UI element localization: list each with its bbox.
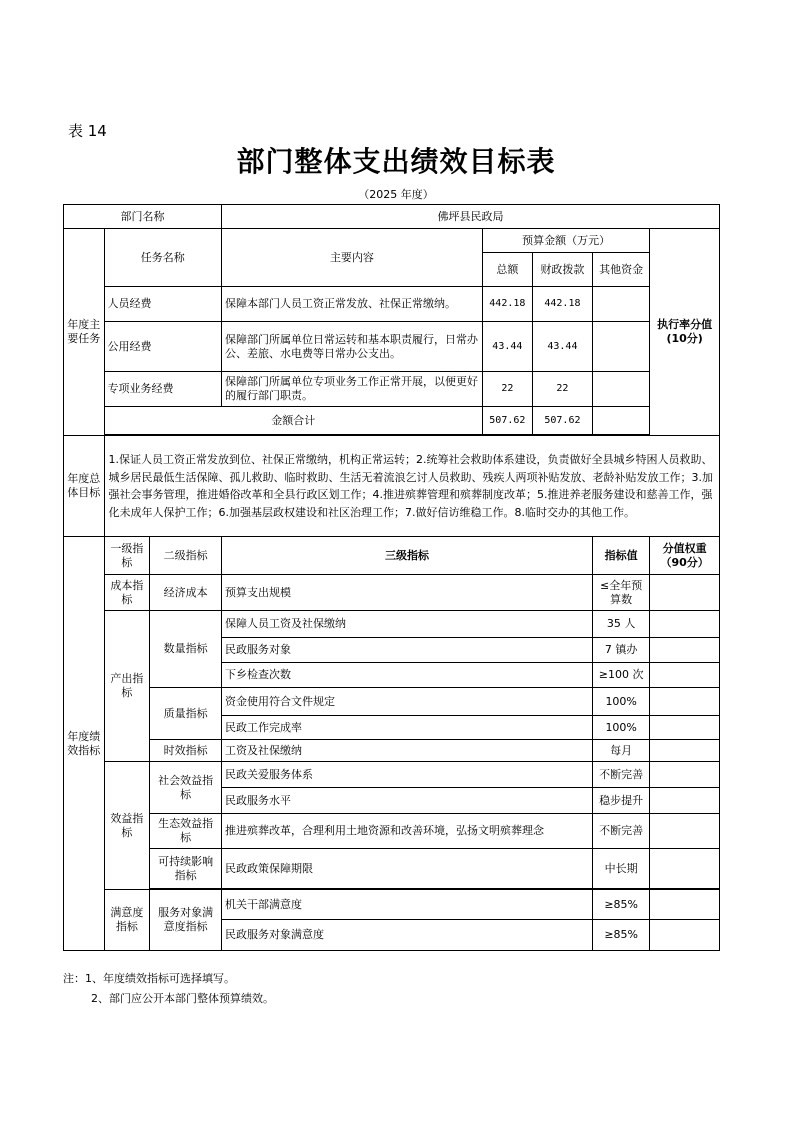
task-fiscal: 442.18 — [532, 287, 592, 322]
goals-label: 年度总体目标 — [64, 436, 105, 537]
sum-total: 507.62 — [482, 407, 532, 435]
task-other — [593, 322, 650, 372]
note-line: 注：1、年度绩效指标可选择填写。 — [63, 972, 235, 985]
eco-l3: 推进殡葬改革，合理利用土地资源和改善环境，弘扬文明殡葬理念 — [221, 814, 592, 849]
quality-value: 100% — [593, 688, 650, 716]
satisfaction-l1: 满意度指标 — [104, 890, 150, 951]
quantity-l3: 下乡检查次数 — [221, 663, 592, 688]
weight-cell — [650, 611, 720, 638]
weight-cell — [650, 688, 720, 716]
weight-cell — [650, 663, 720, 688]
eco-l2: 生态效益指标 — [150, 814, 222, 849]
col-level1: 一级指标 — [104, 537, 150, 575]
cost-l3: 预算支出规模 — [221, 575, 592, 611]
indicators-label: 年度绩效指标 — [64, 537, 105, 951]
task-content: 保障本部门人员工资正常发放、社保正常缴纳。 — [221, 287, 482, 322]
col-task-name: 任务名称 — [104, 229, 221, 287]
col-other: 其他资金 — [593, 253, 650, 287]
sum-other — [593, 407, 650, 435]
dept-name: 佛坪县民政局 — [221, 205, 719, 229]
sustain-value: 中长期 — [593, 849, 650, 889]
satisfaction-l2: 服务对象满意度指标 — [150, 890, 222, 951]
col-indicator-value: 指标值 — [593, 537, 650, 575]
table-number: 表 14 — [68, 122, 107, 140]
sustain-l2: 可持续影响指标 — [150, 849, 222, 889]
quantity-l2: 数量指标 — [150, 611, 222, 688]
weight-cell — [650, 740, 720, 762]
col-total: 总额 — [482, 253, 532, 287]
note-line: 2、部门应公开本部门整体预算绩效。 — [91, 992, 274, 1005]
satisfaction-value: ≥85% — [593, 920, 650, 951]
task-total: 442.18 — [482, 287, 532, 322]
social-value: 稳步提升 — [593, 788, 650, 814]
quantity-value: 35 人 — [593, 611, 650, 638]
social-l2: 社会效益指标 — [150, 762, 222, 814]
task-fiscal: 22 — [532, 372, 592, 407]
satisfaction-l3: 机关干部满意度 — [221, 890, 592, 920]
weight-cell — [650, 920, 720, 951]
task-total: 22 — [482, 372, 532, 407]
task-content: 保障部门所属单位日常运转和基本职责履行，日常办公、差旅、水电费等日常办公支出。 — [221, 322, 482, 372]
col-weight: 分值权重（90分） — [650, 537, 720, 575]
quality-l2: 质量指标 — [150, 688, 222, 740]
execution-score-label: 执行率分值(10分) — [650, 229, 720, 436]
quantity-value: 7 镇办 — [593, 638, 650, 663]
cost-l2: 经济成本 — [150, 575, 222, 611]
quality-value: 100% — [593, 716, 650, 740]
benefit-l1: 效益指标 — [104, 762, 150, 890]
task-other — [593, 287, 650, 322]
task-fiscal: 43.44 — [532, 322, 592, 372]
cost-l1: 成本指标 — [104, 575, 150, 611]
dept-label: 部门名称 — [64, 205, 222, 229]
social-l3: 民政服务水平 — [221, 788, 592, 814]
satisfaction-value: ≥85% — [593, 890, 650, 920]
social-l3: 民政关爱服务体系 — [221, 762, 592, 788]
task-row — [64, 372, 720, 407]
cost-value: ≤全年预算数 — [593, 575, 650, 611]
satisfaction-l3: 民政服务对象满意度 — [221, 920, 592, 951]
task-name: 公用经费 — [104, 322, 221, 372]
weight-cell — [650, 788, 720, 814]
task-other — [593, 372, 650, 407]
goals-text: 1.保证人员工资正常发放到位、社保正常缴纳，机构正常运转；2.统筹社会救助体系建设，负责做好全县城乡特困人员救助、城乡居民最低生活保障、孤儿救助、临时救助、生活无着流浪乞讨人员救助、残疾人两项补贴发放、老龄补贴发放工作；3.加强社会事务管理，推进婚俗改革和全县行政区划工作；4.推进殡葬管理和殡葬制度改革；5.推进养老服务建设和慈善工作，强化未成年人保护工作；6.加强基层政权建设和社区治理工作；7.做好信访维稳工作。8.临时交办的其他工作。 — [104, 436, 719, 537]
page-title: 部门整体支出绩效目标表 — [236, 145, 556, 178]
weight-cell — [650, 849, 720, 889]
task-row — [64, 322, 720, 372]
social-value: 不断完善 — [593, 762, 650, 788]
task-content: 保障部门所属单位专项业务工作正常开展，以便更好的履行部门职责。 — [221, 372, 482, 407]
quality-l3: 资金使用符合文件规定 — [221, 688, 592, 716]
timeliness-l2: 时效指标 — [150, 740, 222, 762]
col-level3: 三级指标 — [221, 537, 592, 575]
col-level2: 二级指标 — [150, 537, 222, 575]
col-main-content: 主要内容 — [221, 229, 482, 287]
task-row — [64, 287, 720, 322]
weight-cell — [650, 716, 720, 740]
weight-cell — [650, 890, 720, 920]
output-l1: 产出指标 — [104, 611, 150, 762]
quality-l3: 民政工作完成率 — [221, 716, 592, 740]
weight-cell — [650, 814, 720, 849]
sum-label: 金额合计 — [104, 407, 482, 435]
col-budget: 预算金额（万元） — [482, 229, 649, 253]
quantity-value: ≥100 次 — [593, 663, 650, 688]
year-label: （2025 年度） — [358, 188, 434, 201]
timeliness-l3: 工资及社保缴纳 — [221, 740, 592, 762]
notes — [63, 969, 274, 1009]
task-total: 43.44 — [482, 322, 532, 372]
sum-fiscal: 507.62 — [532, 407, 592, 435]
weight-cell — [650, 762, 720, 788]
quantity-l3: 民政服务对象 — [221, 638, 592, 663]
weight-cell — [650, 638, 720, 663]
sustain-l3: 民政政策保障期限 — [221, 849, 592, 889]
eco-value: 不断完善 — [593, 814, 650, 849]
performance-table — [63, 204, 720, 951]
tasks-section-label: 年度主要任务 — [64, 229, 105, 436]
task-name: 专项业务经费 — [104, 372, 221, 407]
sum-row — [64, 407, 720, 435]
task-name: 人员经费 — [104, 287, 221, 322]
col-fiscal: 财政拨款 — [532, 253, 592, 287]
quantity-l3: 保障人员工资及社保缴纳 — [221, 611, 592, 638]
cost-weight — [650, 575, 720, 611]
timeliness-value: 每月 — [593, 740, 650, 762]
